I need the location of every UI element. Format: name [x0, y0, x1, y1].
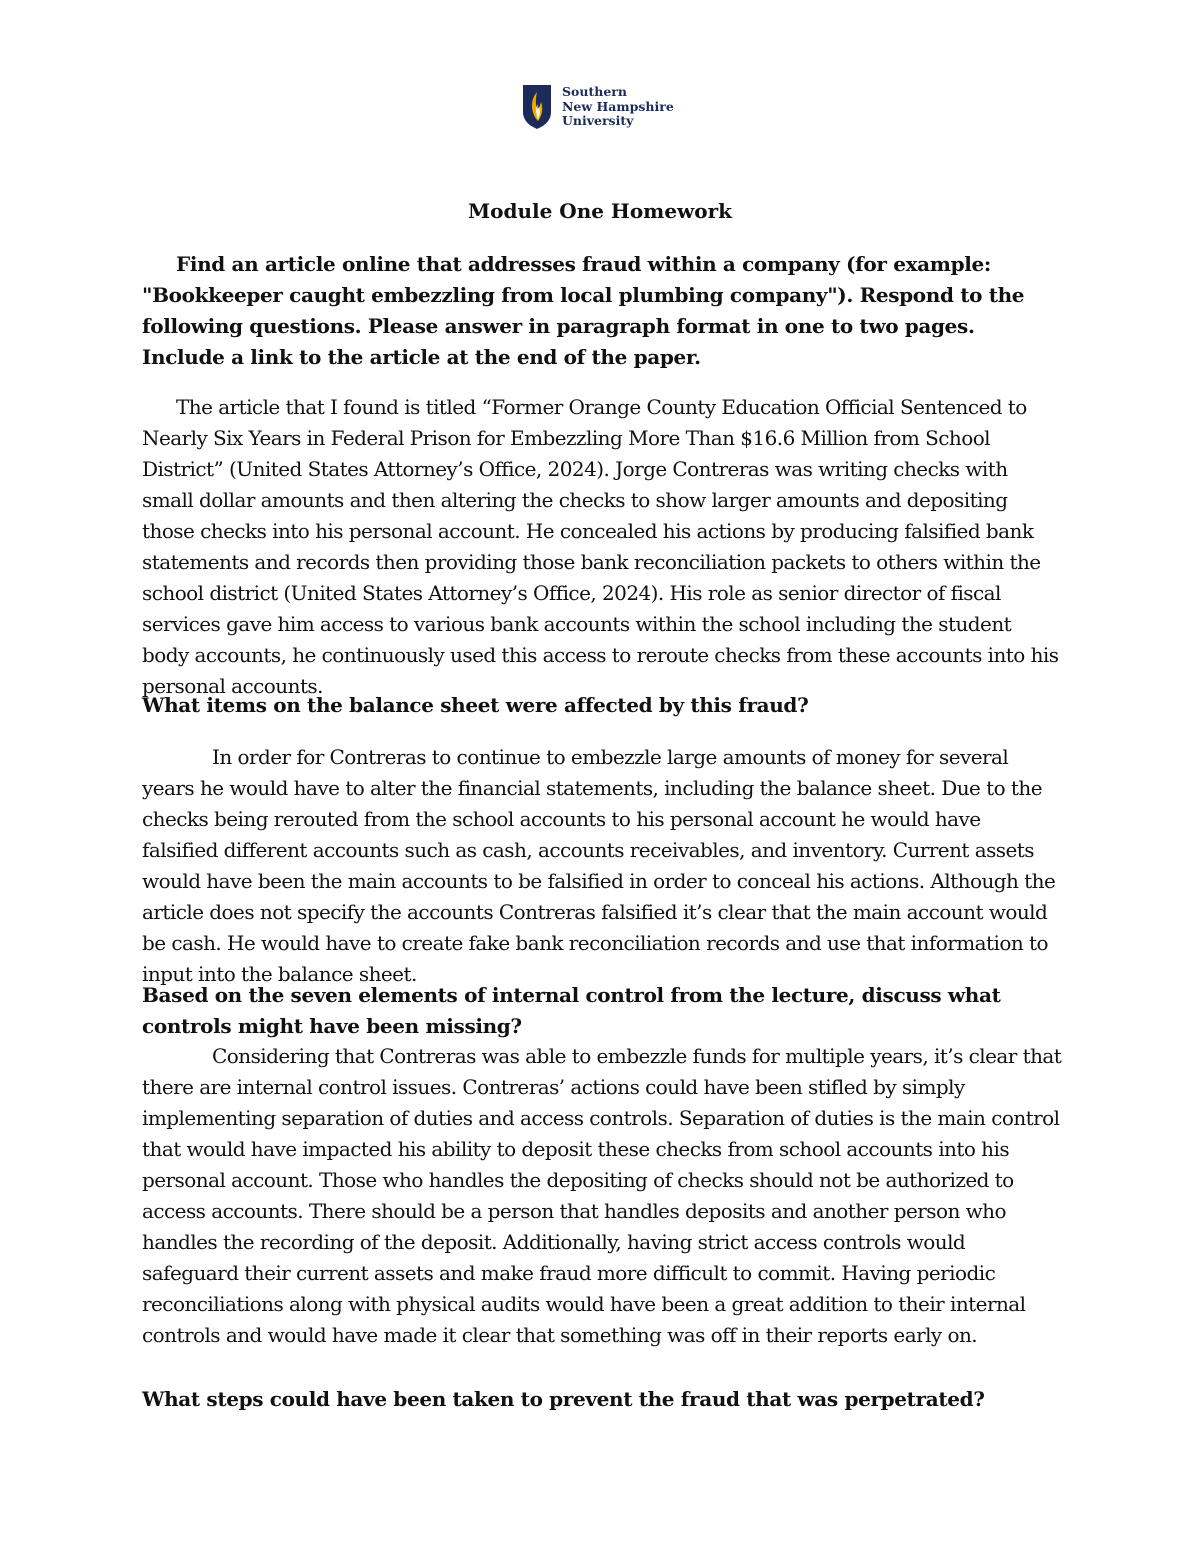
logo-line-2: New Hampshire — [562, 98, 674, 114]
question-heading-2: Based on the seven elements of internal control from the lecture, discuss what controls might have been missing? — [142, 983, 1001, 1038]
logo-wordmark — [562, 85, 674, 129]
question-heading-1: What items on the balance sheet were affected by this fraud? — [142, 693, 809, 717]
question-heading-3: What steps could have been taken to prevent the fraud that was perpetrated? — [142, 1387, 985, 1411]
assignment-prompt: Find an article online that addresses fraud within a company (for example: "Bookkeeper caught embezzling from local plumbing company"). Respond to the following questions. Please answer in paragraph format in one to two pages. Include a link to the article at the end of the paper. — [142, 252, 1025, 369]
intro-paragraph: The article that I found is titled “Former Orange County Education Official Sentenced to Nearly Six Years in Federal Prison for Embezzling More Than $16.6 Million from School District” (United States Attorney’s Office, 2024). Jorge Contreras was writing checks with small dollar amounts and then altering the checks to show larger amounts and depositing those checks into his personal account. He concealed his actions by producing falsified bank statements and records then providing those bank reconciliation packets to others within the school district (United States Attorney’s Office, 2024). His role as senior director of fiscal services gave him access to various bank accounts within the school including the student body accounts, he continuously used this access to reroute checks from these accounts into his personal accounts. — [142, 395, 1059, 698]
logo-line-1: Southern — [562, 84, 627, 100]
answer-paragraph-2: Considering that Contreras was able to embezzle funds for multiple years, it’s clear that there are internal control issues. Contreras’ actions could have been stifled by simply implementing separation of duties and access controls. Separation of duties is the main control that would have impacted his ability to deposit these checks from school accounts into his personal account. Those who handles the depositing of checks should not be authorized to access accounts. There should be a person that handles deposits and another person who handles the recording of the deposit. Additionally, having strict access controls would safeguard their current assets and make fraud more difficult to commit. Having periodic reconciliations along with physical audits would have been a great addition to their internal controls and would have made it clear that something was off in their reports early on. — [142, 1044, 1062, 1347]
answer-paragraph-1: In order for Contreras to continue to embezzle large amounts of money for several years he would have to alter the financial statements, including the balance sheet. Due to the checks being rerouted from the school accounts to his personal account he would have falsified different accounts such as cash, accounts receivables, and inventory. Current assets would have been the main accounts to be falsified in order to conceal his actions. Although the article does not specify the accounts Contreras falsified it’s clear that the main account would be cash. He would have to create fake bank reconciliation records and use that information to input into the balance sheet. — [142, 745, 1056, 986]
shield-flame-icon — [522, 84, 552, 130]
university-logo — [522, 84, 674, 130]
logo-line-3: University — [562, 113, 634, 129]
document-title: Module One Homework — [467, 199, 732, 223]
